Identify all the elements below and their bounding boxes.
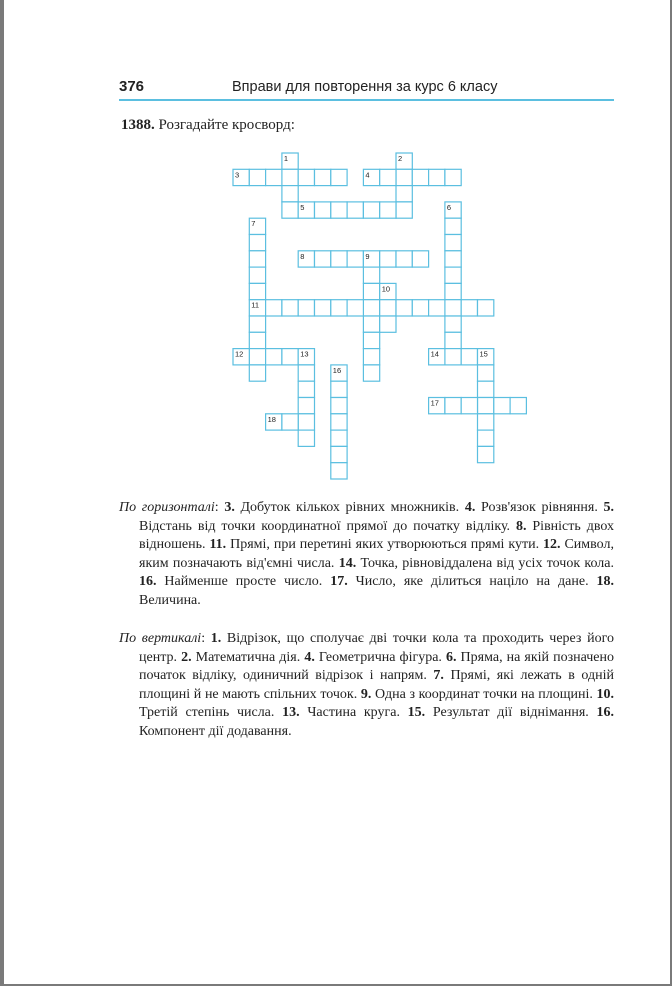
crossword-cell[interactable] [331,381,347,397]
across-clue-number: 14. [338,555,357,571]
crossword-cell[interactable] [445,251,461,267]
down-clue-text: Третій степінь числа. [139,705,283,721]
down-clue-number: 9. [360,686,372,702]
across-clue-number: 3. [224,500,235,515]
across-clue-number: 5. [603,500,614,515]
crossword-cell[interactable] [249,349,265,365]
crossword-cell-number: 13 [300,349,309,359]
crossword-cell[interactable] [445,283,461,299]
across-clue-number: 17. [330,574,348,590]
across-clue-number: 8. [515,518,527,534]
crossword-cell[interactable] [347,251,363,267]
down-clue-text: Прямі, які лежать в одній площині й не мають спільних точок. [139,668,614,702]
across-clue-number: 4. [464,500,476,515]
crossword-cell[interactable] [315,169,331,185]
crossword-cell[interactable] [298,381,314,397]
crossword-cell-number: 14 [430,349,439,359]
across-clue-text: Символ, яким позначають від'ємні числа. [139,537,614,571]
crossword-cell[interactable] [445,218,461,234]
crossword-cell-number: 4 [365,170,370,180]
across-clue-number: 12. [543,537,561,553]
crossword-cell[interactable] [266,349,282,365]
crossword-cell[interactable] [429,300,445,316]
crossword-cell[interactable] [363,332,379,348]
down-clue-text: Математична дія. [191,649,305,665]
crossword-cell[interactable] [266,300,282,316]
down-clue-number: 13. [282,705,300,721]
crossword-cell[interactable] [249,332,265,348]
across-label: По горизонталі [119,500,215,515]
crossword-cell[interactable] [363,283,379,299]
crossword-cell[interactable] [461,300,477,316]
task-number: 1388. [121,117,155,133]
task-text: Розгадайте кросворд: [158,117,295,133]
crossword-cell[interactable] [331,169,347,185]
crossword-cell-number: 6 [446,202,452,212]
down-clue-number: 15. [407,705,426,721]
across-clue-number: 11. [209,537,227,553]
crossword-cell[interactable] [249,267,265,283]
crossword-cell-number: 17 [430,398,439,408]
crossword-cell-number: 3 [235,170,240,180]
crossword-cell[interactable] [510,398,526,414]
across-clue-text: Найменше просте число. [156,574,331,590]
crossword-cell[interactable] [396,186,412,202]
crossword-cell[interactable] [478,365,494,381]
crossword-cell[interactable] [249,365,265,381]
down-clue-number: 10. [596,686,614,702]
crossword-cell[interactable] [478,381,494,397]
crossword-cell[interactable] [478,446,494,462]
down-clue-number: 2. [181,649,192,665]
crossword-cell[interactable] [298,398,314,414]
across-clue-text: Число, яке ділиться націло на дане. [347,574,597,590]
crossword-cell[interactable] [412,169,428,185]
crossword-cell-number: 10 [381,284,391,294]
crossword-cell[interactable] [249,235,265,251]
crossword-cell[interactable] [331,251,347,267]
down-clue-text: Результат дії віднімання. [425,705,597,721]
across-clue-text: Прямі, при перетині яких утворюються прямі кути. [226,537,544,553]
down-clue-text: Геометрична фігура. [314,649,446,665]
clues-across-paragraph: По горизонталі: 3. Добуток кількох рівних множників. 4. Розв'язок рівняння. 5. Відстань від точки координатної прямої до початку відліку. 8. Рівність двох відношень. 11. Прямі, при перетині яких утворюються прямі кути. 12. Символ, яким позначають від'ємні числа. 14. Точка, рівновіддалена від усіх точок кола. 16. Найменше просте число. 17. Число, яке ділиться націло на дане. 18. Величина. [119,500,614,608]
crossword-cell[interactable] [478,398,494,414]
crossword-cell[interactable] [445,300,461,316]
across-clue-text: Добуток кількох рівних множників. [234,500,465,515]
crossword-cell[interactable] [282,414,298,430]
crossword-cell[interactable] [445,316,461,332]
crossword-cell[interactable] [347,300,363,316]
crossword-cell[interactable] [494,398,510,414]
down-clue-number: 7. [433,668,444,684]
crossword-cell[interactable] [380,202,396,218]
crossword-cell[interactable] [461,349,477,365]
down-clue-number: 4. [304,649,315,665]
crossword-cell[interactable] [298,300,314,316]
across-clue-text: Відстань від точки координатної прямої до початку відліку. [139,518,516,534]
crossword-cell[interactable] [331,463,347,479]
down-clue-text: Відрізок, що сполучає дві точки кола та проходить через його центр. [139,631,615,665]
down-clue-text: Частина круга. [299,705,408,721]
crossword-cell[interactable] [315,300,331,316]
crossword-cell[interactable] [282,202,298,218]
crossword-cell[interactable] [445,349,461,365]
crossword-cell[interactable] [396,202,412,218]
crossword-cell-number: 16 [332,365,342,375]
crossword-cell-number: 1 [283,154,289,163]
crossword-cell[interactable] [331,300,347,316]
across-clue-text: Величина. [139,592,201,608]
crossword-cell[interactable] [396,251,412,267]
crossword-cell[interactable] [363,267,379,283]
crossword-cell[interactable] [445,332,461,348]
crossword-cell[interactable] [429,169,445,185]
crossword-cell[interactable] [445,235,461,251]
crossword-cell[interactable] [249,251,265,267]
crossword-cell[interactable] [249,316,265,332]
across-clue-text: Точка, рівновіддалена від усіх точок кола. [356,555,614,571]
crossword-cell[interactable] [445,398,461,414]
crossword-cell[interactable] [380,251,396,267]
crossword-cell-number: 9 [365,251,370,261]
across-clue-number: 16. [139,574,157,590]
crossword-cell[interactable] [363,300,379,316]
crossword-cell[interactable] [331,398,347,414]
crossword-cell[interactable] [478,430,494,446]
crossword-cell[interactable] [331,414,347,430]
crossword-cell[interactable] [380,300,396,316]
crossword-cell[interactable] [298,430,314,446]
crossword-cell-number: 7 [251,219,256,229]
crossword-cell[interactable] [412,251,428,267]
crossword-cell[interactable] [298,169,314,185]
crossword-cell[interactable] [380,169,396,185]
crossword-cell[interactable] [249,283,265,299]
crossword-cell[interactable] [282,186,298,202]
crossword-cell[interactable] [396,300,412,316]
crossword-cell-number: 5 [300,202,305,212]
crossword-cell-number: 15 [479,349,488,359]
down-clue-number: 16. [596,705,615,721]
down-clue-text: Одна з координат точки на площині. [371,686,597,702]
crossword-cell[interactable] [315,251,331,267]
crossword-cell[interactable] [445,169,461,185]
crossword-cell[interactable] [331,446,347,462]
page-number: 376 [119,78,145,95]
crossword-cell[interactable] [478,300,494,316]
crossword-cell[interactable] [363,316,379,332]
down-clue-text: Пряма, на якій позначено початок відліку, одиничний відрізок і напрям. [139,649,615,684]
crossword-cell[interactable] [282,349,298,365]
crossword-cell-number: 8 [300,251,305,261]
crossword-cell-number: 2 [398,154,403,163]
crossword-cell[interactable] [363,349,379,365]
crossword-cell[interactable] [347,202,363,218]
down-clue-number: 1. [210,631,222,646]
crossword-cell[interactable] [412,300,428,316]
across-clue-text: Рівність двох відношень. [139,518,614,553]
crossword-cell[interactable] [315,202,331,218]
crossword-cell[interactable] [363,202,379,218]
crossword-cell[interactable] [266,169,282,185]
across-clue-text: Розв'язок рівняння. [475,500,604,515]
crossword-cell[interactable] [461,398,477,414]
clues-down-paragraph: По вертикалі: 1. Відрізок, що сполучає дві точки кола та проходить через його центр. 2. Математична дія. 4. Геометрична фігура. 6. Пряма, на якій позначено початок відліку, одиничний відрізок і напрям. 7. Прямі, які лежать в одній площині й не мають спільних точок. 9. Одна з координат точки на площині. 10. Третій степінь числа. 13. Частина круга. 15. Результат дії віднімання. 16. Компонент дії додавання. [119,631,615,739]
crossword-cell[interactable] [445,267,461,283]
crossword-cell-number: 12 [235,349,244,359]
crossword-cell[interactable] [249,169,265,185]
crossword-cell-number: 18 [267,414,276,424]
crossword-cell[interactable] [298,365,314,381]
down-clue-text: Компонент дії додавання. [139,723,292,739]
crossword-cell[interactable] [363,365,379,381]
down-clue-number: 6. [446,649,457,665]
crossword-cell[interactable] [331,202,347,218]
crossword-cell[interactable] [282,169,298,185]
down-label: По вертикалі [119,631,202,646]
crossword-cell[interactable] [282,300,298,316]
crossword-cell-number: 11 [251,300,260,310]
crossword-cell[interactable] [298,414,314,430]
crossword-cell[interactable] [396,169,412,185]
across-clue-number: 18. [596,574,614,590]
running-header-title: Вправи для повторення за курс 6 класу [232,79,498,95]
crossword-cell[interactable] [331,430,347,446]
crossword-cell[interactable] [380,316,396,332]
crossword-cell[interactable] [478,414,494,430]
